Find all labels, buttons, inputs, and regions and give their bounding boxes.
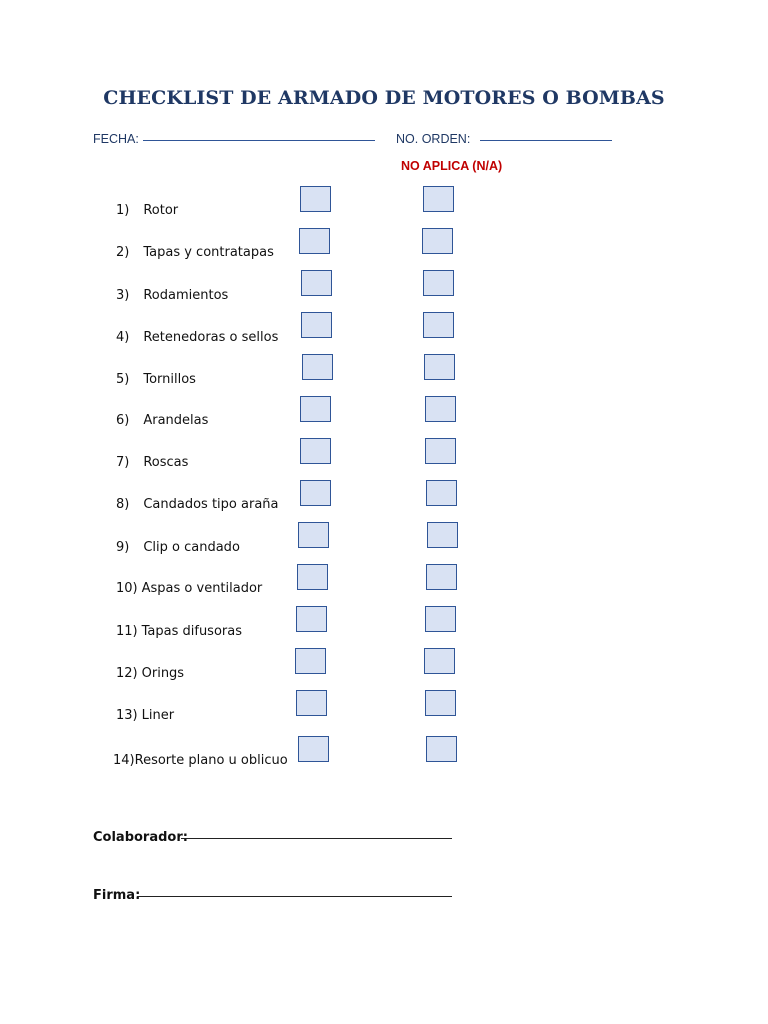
checkbox-aplica[interactable] [300, 438, 331, 464]
checkbox-aplica[interactable] [297, 564, 328, 590]
checkbox-no-aplica[interactable] [423, 186, 454, 212]
checklist-item-number: 12) [116, 666, 138, 681]
checklist-item-number: 6) [116, 413, 130, 428]
checkbox-aplica[interactable] [298, 522, 329, 548]
checkbox-no-aplica[interactable] [426, 736, 457, 762]
checklist-item-text: Orings [141, 666, 185, 681]
fecha-label: FECHA: [93, 132, 139, 146]
checkbox-no-aplica[interactable] [424, 354, 455, 380]
checklist-item-text: Rodamientos [143, 288, 229, 303]
checklist-item-label [116, 708, 174, 723]
checklist-item-number: 1) [116, 203, 130, 218]
orden-input-line[interactable] [480, 140, 612, 141]
checklist-item-number: 10) [116, 581, 138, 596]
checklist-item-label [116, 455, 188, 470]
checklist-item-text: Aspas o ventilador [141, 581, 263, 596]
fecha-input-line[interactable] [143, 140, 375, 141]
checklist-item-label [116, 203, 178, 218]
checkbox-no-aplica[interactable] [426, 480, 457, 506]
checkbox-no-aplica[interactable] [427, 522, 458, 548]
checklist-item-label [116, 581, 262, 596]
checkbox-no-aplica[interactable] [424, 648, 455, 674]
checklist-item-text: Rotor [143, 203, 179, 218]
checklist-item-number: 13) [116, 708, 138, 723]
checkbox-no-aplica[interactable] [423, 312, 454, 338]
checklist-item-text: Resorte plano u oblicuo [134, 753, 288, 768]
checklist-item-label [116, 624, 242, 639]
checklist-item-text: Tapas difusoras [141, 624, 242, 639]
checkbox-aplica[interactable] [300, 396, 331, 422]
checklist-item-number: 8) [116, 497, 130, 512]
checklist-item-text: Tornillos [143, 372, 196, 387]
checklist-item-number: 11) [116, 624, 138, 639]
page-title: CHECKLIST DE ARMADO DE MOTORES O BOMBAS [103, 87, 665, 109]
checklist-item-label [116, 666, 184, 681]
checkbox-aplica[interactable] [300, 186, 331, 212]
colaborador-signature-line[interactable] [181, 838, 452, 839]
checkbox-aplica[interactable] [301, 270, 332, 296]
checklist-item-label [113, 753, 288, 768]
checklist-item-label [116, 540, 240, 555]
checklist-item-text: Clip o candado [143, 540, 240, 555]
checkbox-no-aplica[interactable] [426, 564, 457, 590]
checklist-item-number: 2) [116, 245, 130, 260]
checkbox-aplica[interactable] [295, 648, 326, 674]
checklist-item-text: Tapas y contratapas [143, 245, 274, 260]
checklist-item-text: Retenedoras o sellos [143, 330, 279, 345]
checkbox-aplica[interactable] [296, 606, 327, 632]
checklist-item-label [116, 413, 208, 428]
checklist-item-label [116, 245, 274, 260]
checklist-item-number: 4) [116, 330, 130, 345]
checklist-item-number: 5) [116, 372, 130, 387]
orden-label: NO. ORDEN: [396, 132, 471, 146]
checklist-item-text: Roscas [143, 455, 189, 470]
checklist-item-number: 9) [116, 540, 130, 555]
checklist-item-number: 7) [116, 455, 130, 470]
checkbox-aplica[interactable] [299, 228, 330, 254]
checklist-item-number: 14) [113, 753, 135, 768]
checkbox-aplica[interactable] [302, 354, 333, 380]
checkbox-no-aplica[interactable] [425, 606, 456, 632]
checklist-item-text: Liner [141, 708, 175, 723]
checkbox-aplica[interactable] [301, 312, 332, 338]
checklist-item-label [116, 372, 196, 387]
checkbox-no-aplica[interactable] [423, 270, 454, 296]
no-aplica-header: NO APLICA (N/A) [401, 159, 503, 173]
checkbox-no-aplica[interactable] [425, 396, 456, 422]
checkbox-no-aplica[interactable] [422, 228, 453, 254]
checkbox-aplica[interactable] [300, 480, 331, 506]
checkbox-aplica[interactable] [296, 690, 327, 716]
checklist-item-text: Arandelas [143, 413, 209, 428]
checkbox-no-aplica[interactable] [425, 690, 456, 716]
checklist-item-label [116, 497, 279, 512]
checklist-item-label [116, 288, 228, 303]
checkbox-no-aplica[interactable] [425, 438, 456, 464]
colaborador-label: Colaborador: [93, 830, 188, 845]
firma-signature-line[interactable] [137, 896, 452, 897]
checklist-item-number: 3) [116, 288, 130, 303]
firma-label: Firma: [93, 888, 141, 903]
checklist-item-text: Candados tipo araña [143, 497, 279, 512]
checklist-item-label [116, 330, 278, 345]
checkbox-aplica[interactable] [298, 736, 329, 762]
